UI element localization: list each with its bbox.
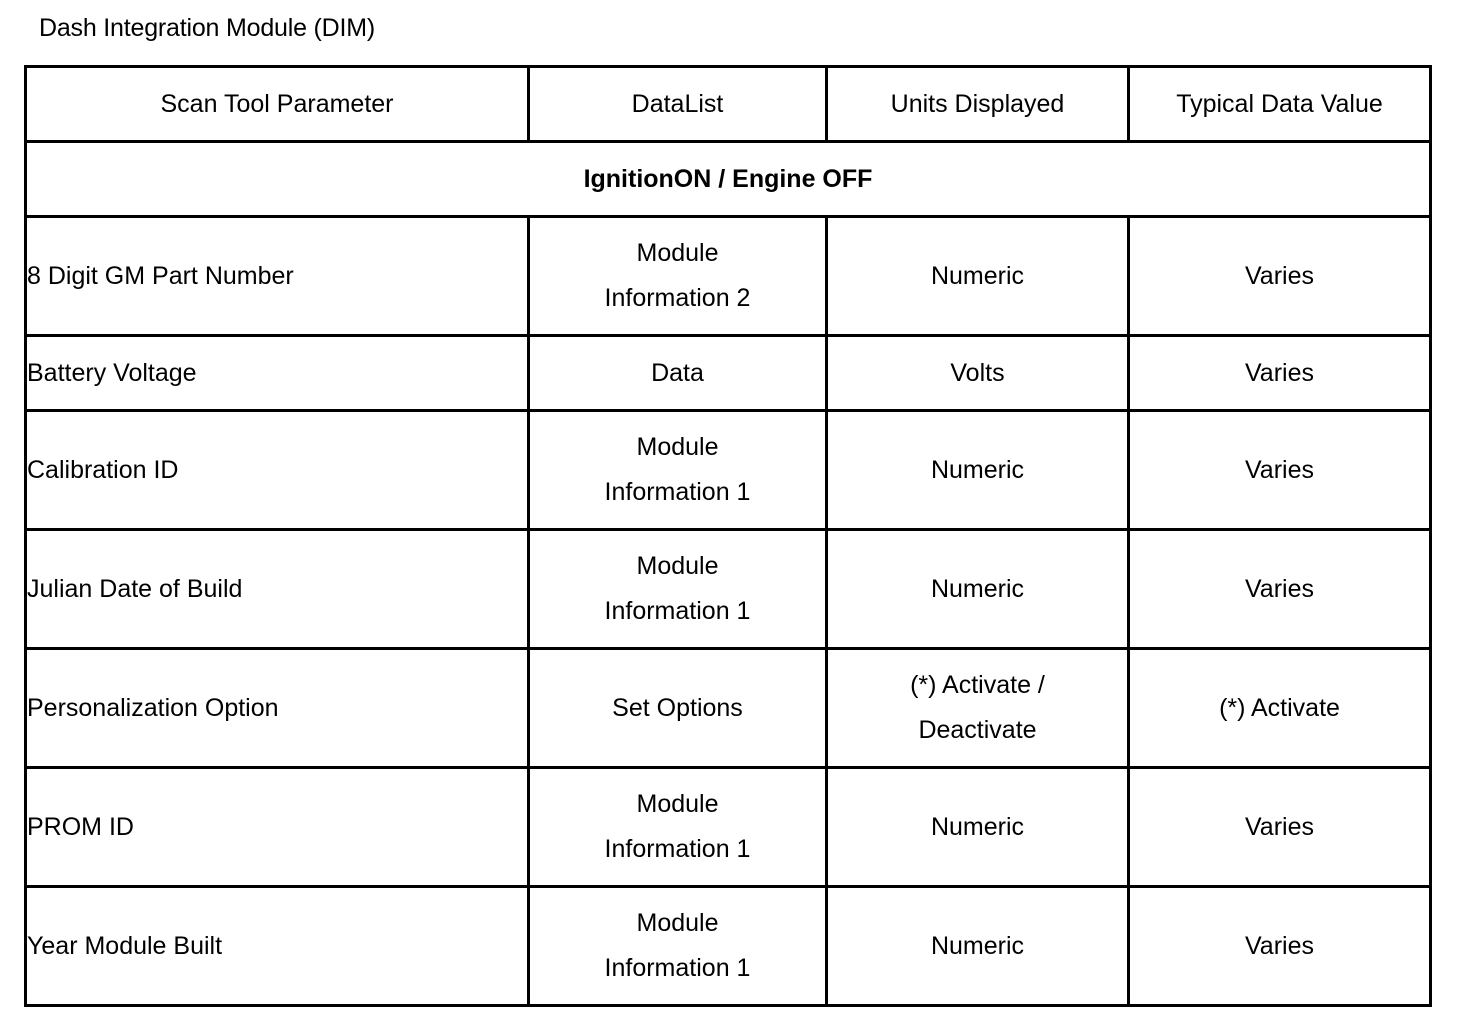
scan-tool-data-table	[24, 65, 1432, 1007]
section-label: IgnitionON / Engine OFF	[26, 142, 1431, 217]
table-row	[26, 530, 1431, 649]
cell-datalist	[529, 649, 827, 768]
table-header-row	[26, 67, 1431, 142]
table-row	[26, 768, 1431, 887]
section-row	[26, 142, 1431, 217]
cell-datalist-line: Module	[636, 552, 719, 580]
header-units-displayed: Units Displayed	[827, 67, 1129, 142]
cell-datalist-line: Information 1	[604, 597, 751, 625]
cell-parameter: Personalization Option	[26, 649, 529, 768]
cell-datalist-line: Module	[636, 239, 719, 267]
table-row	[26, 411, 1431, 530]
cell-units	[827, 649, 1129, 768]
cell-datalist-line: Information 1	[604, 478, 751, 506]
cell-datalist-line: Module	[636, 433, 719, 461]
cell-units-line: Numeric	[930, 574, 1025, 603]
table-row	[26, 649, 1431, 768]
cell-typical-value: Varies	[1129, 336, 1431, 411]
cell-typical-value: Varies	[1129, 411, 1431, 530]
header-datalist: DataList	[529, 67, 827, 142]
cell-units	[827, 411, 1129, 530]
cell-parameter: Year Module Built	[26, 887, 529, 1006]
cell-units	[827, 887, 1129, 1006]
cell-units	[827, 336, 1129, 411]
cell-datalist-line: Information 1	[604, 954, 751, 982]
cell-units	[827, 768, 1129, 887]
table-row	[26, 217, 1431, 336]
cell-typical-value: Varies	[1129, 768, 1431, 887]
cell-datalist-line: Module	[636, 909, 719, 937]
cell-units	[827, 217, 1129, 336]
cell-datalist	[529, 887, 827, 1006]
cell-datalist-line: Information 1	[604, 835, 751, 863]
table-row	[26, 336, 1431, 411]
cell-units-line: Deactivate	[918, 716, 1037, 744]
cell-units-line: Numeric	[930, 812, 1025, 841]
table-row	[26, 887, 1431, 1006]
cell-datalist-line: Module	[636, 790, 719, 818]
cell-typical-value: Varies	[1129, 887, 1431, 1006]
cell-units-line: Numeric	[930, 261, 1025, 290]
cell-units-line: Numeric	[930, 931, 1025, 960]
cell-datalist-line: Data	[651, 358, 704, 387]
cell-parameter: Calibration ID	[26, 411, 529, 530]
cell-parameter: PROM ID	[26, 768, 529, 887]
cell-units-line: (*) Activate /	[910, 671, 1045, 699]
cell-units-line: Numeric	[930, 455, 1025, 484]
cell-datalist	[529, 336, 827, 411]
header-scan-tool-parameter: Scan Tool Parameter	[26, 67, 529, 142]
cell-units-line: Volts	[950, 358, 1005, 387]
cell-parameter: 8 Digit GM Part Number	[26, 217, 529, 336]
cell-datalist	[529, 411, 827, 530]
document-title: Dash Integration Module (DIM)	[39, 14, 376, 42]
cell-parameter: Battery Voltage	[26, 336, 529, 411]
cell-datalist-line: Information 2	[604, 284, 751, 312]
cell-units	[827, 530, 1129, 649]
cell-datalist-line: Set Options	[612, 693, 743, 722]
cell-parameter: Julian Date of Build	[26, 530, 529, 649]
cell-typical-value: (*) Activate	[1129, 649, 1431, 768]
cell-typical-value: Varies	[1129, 530, 1431, 649]
cell-datalist	[529, 530, 827, 649]
cell-datalist	[529, 217, 827, 336]
cell-datalist	[529, 768, 827, 887]
cell-typical-value: Varies	[1129, 217, 1431, 336]
header-typical-data-value: Typical Data Value	[1129, 67, 1431, 142]
